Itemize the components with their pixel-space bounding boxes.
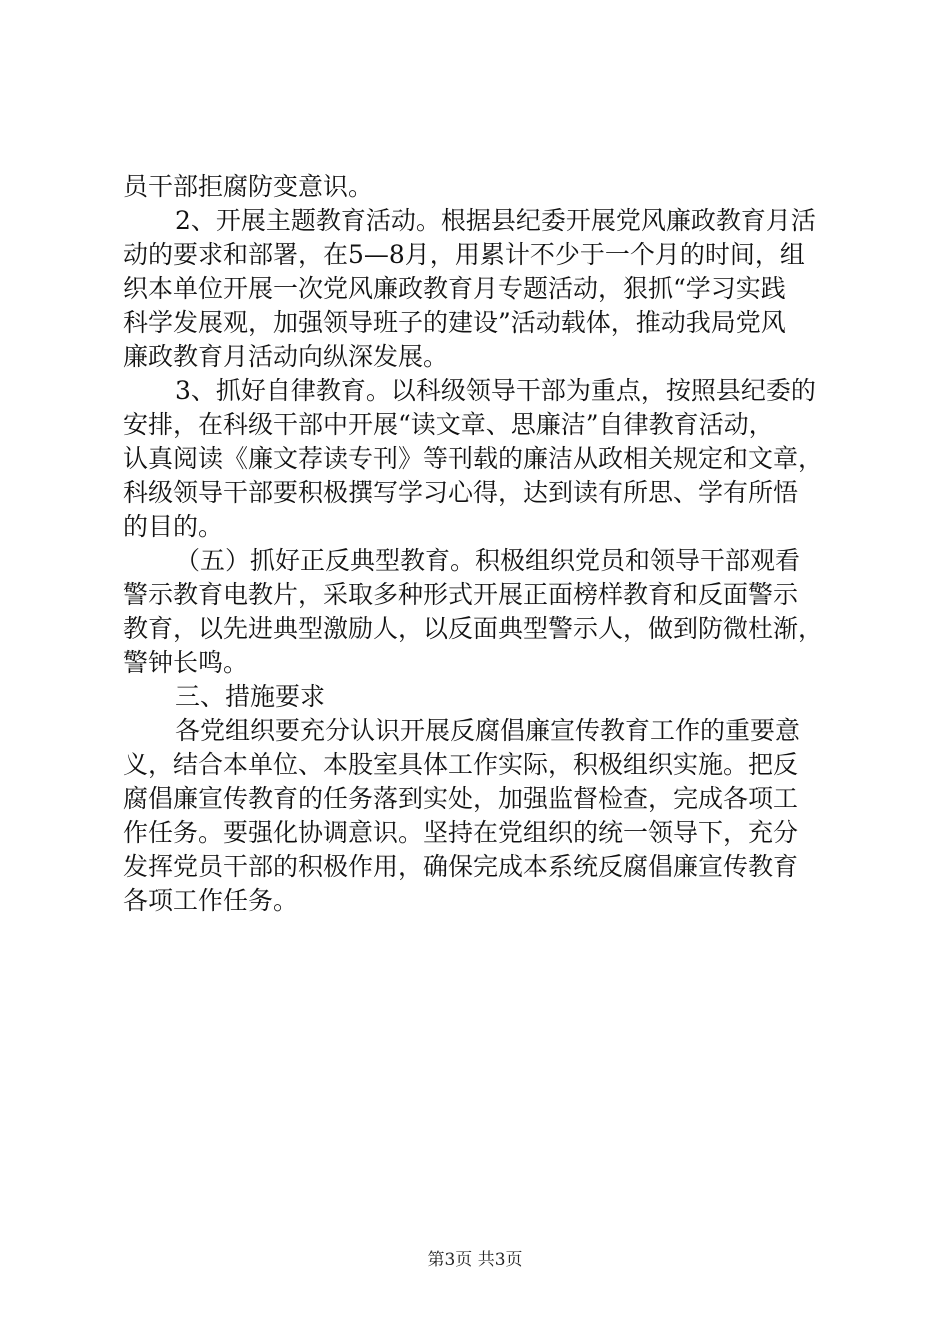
- body-line: 发挥党员干部的积极作用，确保完成本系统反腐倡廉宣传教育: [123, 852, 799, 881]
- section-heading: 三、措施要求: [175, 682, 326, 711]
- body-line: 科学发展观，加强领导班子的建设”活动载体，推动我局党风: [123, 308, 786, 337]
- body-line: 员干部拒腐防变意识。: [123, 172, 374, 201]
- body-line: 认真阅读《廉文荐读专刊》等刊载的廉洁从政相关规定和文章，: [123, 444, 824, 473]
- body-line: 2、开展主题教育活动。根据县纪委开展党风廉政教育月活: [175, 206, 816, 235]
- body-line: 各党组织要充分认识开展反腐倡廉宣传教育工作的重要意: [175, 716, 801, 745]
- body-line: 的目的。: [123, 512, 224, 541]
- body-line: 作任务。要强化协调意识。坚持在党组织的统一领导下，充分: [123, 818, 799, 847]
- body-line: 教育，以先进典型激励人，以反面典型警示人，做到防微杜渐，: [123, 614, 824, 643]
- body-line: 各项工作任务。: [123, 886, 299, 915]
- body-line: 腐倡廉宣传教育的任务落到实处，加强监督检查，完成各项工: [123, 784, 799, 813]
- body-line: 3、抓好自律教育。以科级领导干部为重点，按照县纪委的: [175, 376, 816, 405]
- body-line: 织本单位开展一次党风廉政教育月专题活动，狠抓“学习实践: [123, 274, 786, 303]
- body-line: 安排，在科级干部中开展“读文章、思廉洁”自律教育活动，: [123, 410, 774, 439]
- page-number-footer: 第3页 共3页: [427, 1250, 523, 1270]
- body-line: 义，结合本单位、本股室具体工作实际，积极组织实施。把反: [123, 750, 799, 779]
- body-line: 科级领导干部要积极撰写学习心得，达到读有所思、学有所悟: [123, 478, 799, 507]
- body-line: 动的要求和部署，在5—8月，用累计不少于一个月的时间，组: [123, 240, 805, 269]
- section-heading: （五）抓好正反典型教育。积极组织党员和领导干部观看: [175, 546, 801, 575]
- body-line: 警钟长鸣。: [123, 648, 249, 677]
- body-line: 警示教育电教片，采取多种形式开展正面榜样教育和反面警示: [123, 580, 799, 609]
- body-line: 廉政教育月活动向纵深发展。: [123, 342, 449, 371]
